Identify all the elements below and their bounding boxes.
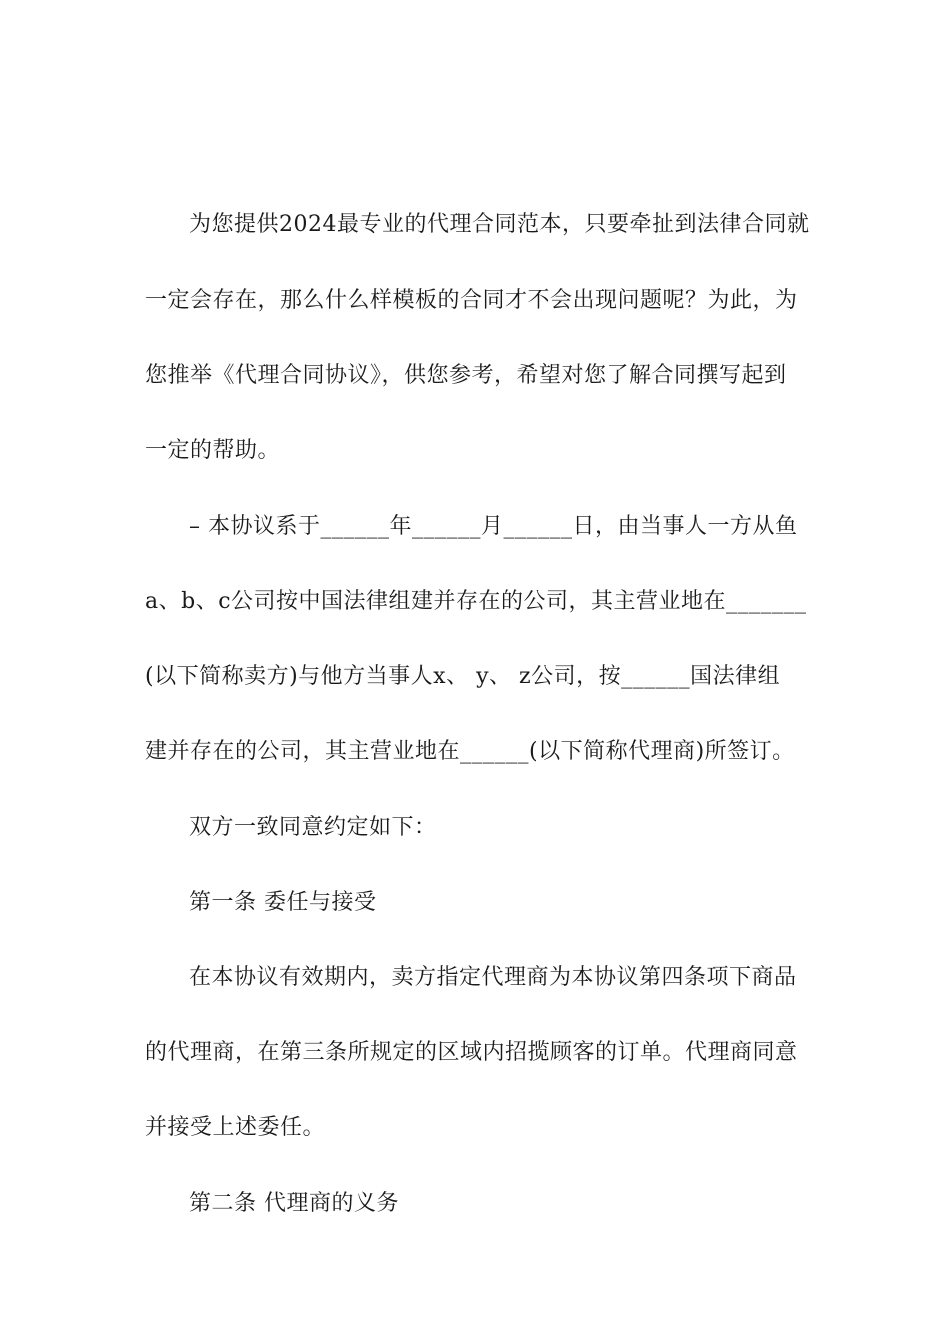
preamble-line-2: a、b、c公司按中国法律组建并存在的公司，其主营业地在_______: [145, 589, 807, 614]
article-1-body-line-1: 在本协议有效期内，卖方指定代理商为本协议第四条项下商品: [189, 965, 797, 990]
preamble-line-4: 建并存在的公司，其主营业地在______(以下简称代理商)所签订。: [145, 739, 795, 764]
intro-line-3: 您推举《代理合同协议》，供您参考，希望对您了解合同撰写起到: [145, 363, 787, 388]
article-1-body-line-3: 并接受上述委任。: [145, 1115, 326, 1140]
intro-line-1: 为您提供2024最专业的代理合同范本，只要牵扯到法律合同就: [189, 212, 810, 237]
article-2-heading: 第二条 代理商的义务: [189, 1191, 399, 1216]
agreement-statement: 双方一致同意约定如下：: [189, 815, 437, 840]
intro-line-2: 一定会存在，那么什么样模板的合同才不会出现问题呢？为此，为: [145, 288, 798, 313]
article-1-body-line-2: 的代理商，在第三条所规定的区域内招揽顾客的订单。代理商同意: [145, 1040, 798, 1065]
article-1-heading: 第一条 委任与接受: [189, 890, 377, 915]
intro-line-4: 一定的帮助。: [145, 438, 281, 463]
preamble-line-1: – 本协议系于______年______月______日，由当事人一方从鱼: [189, 514, 798, 539]
preamble-line-3: (以下简称卖方)与他方当事人x、 y、 z公司，按______国法律组: [145, 664, 781, 689]
